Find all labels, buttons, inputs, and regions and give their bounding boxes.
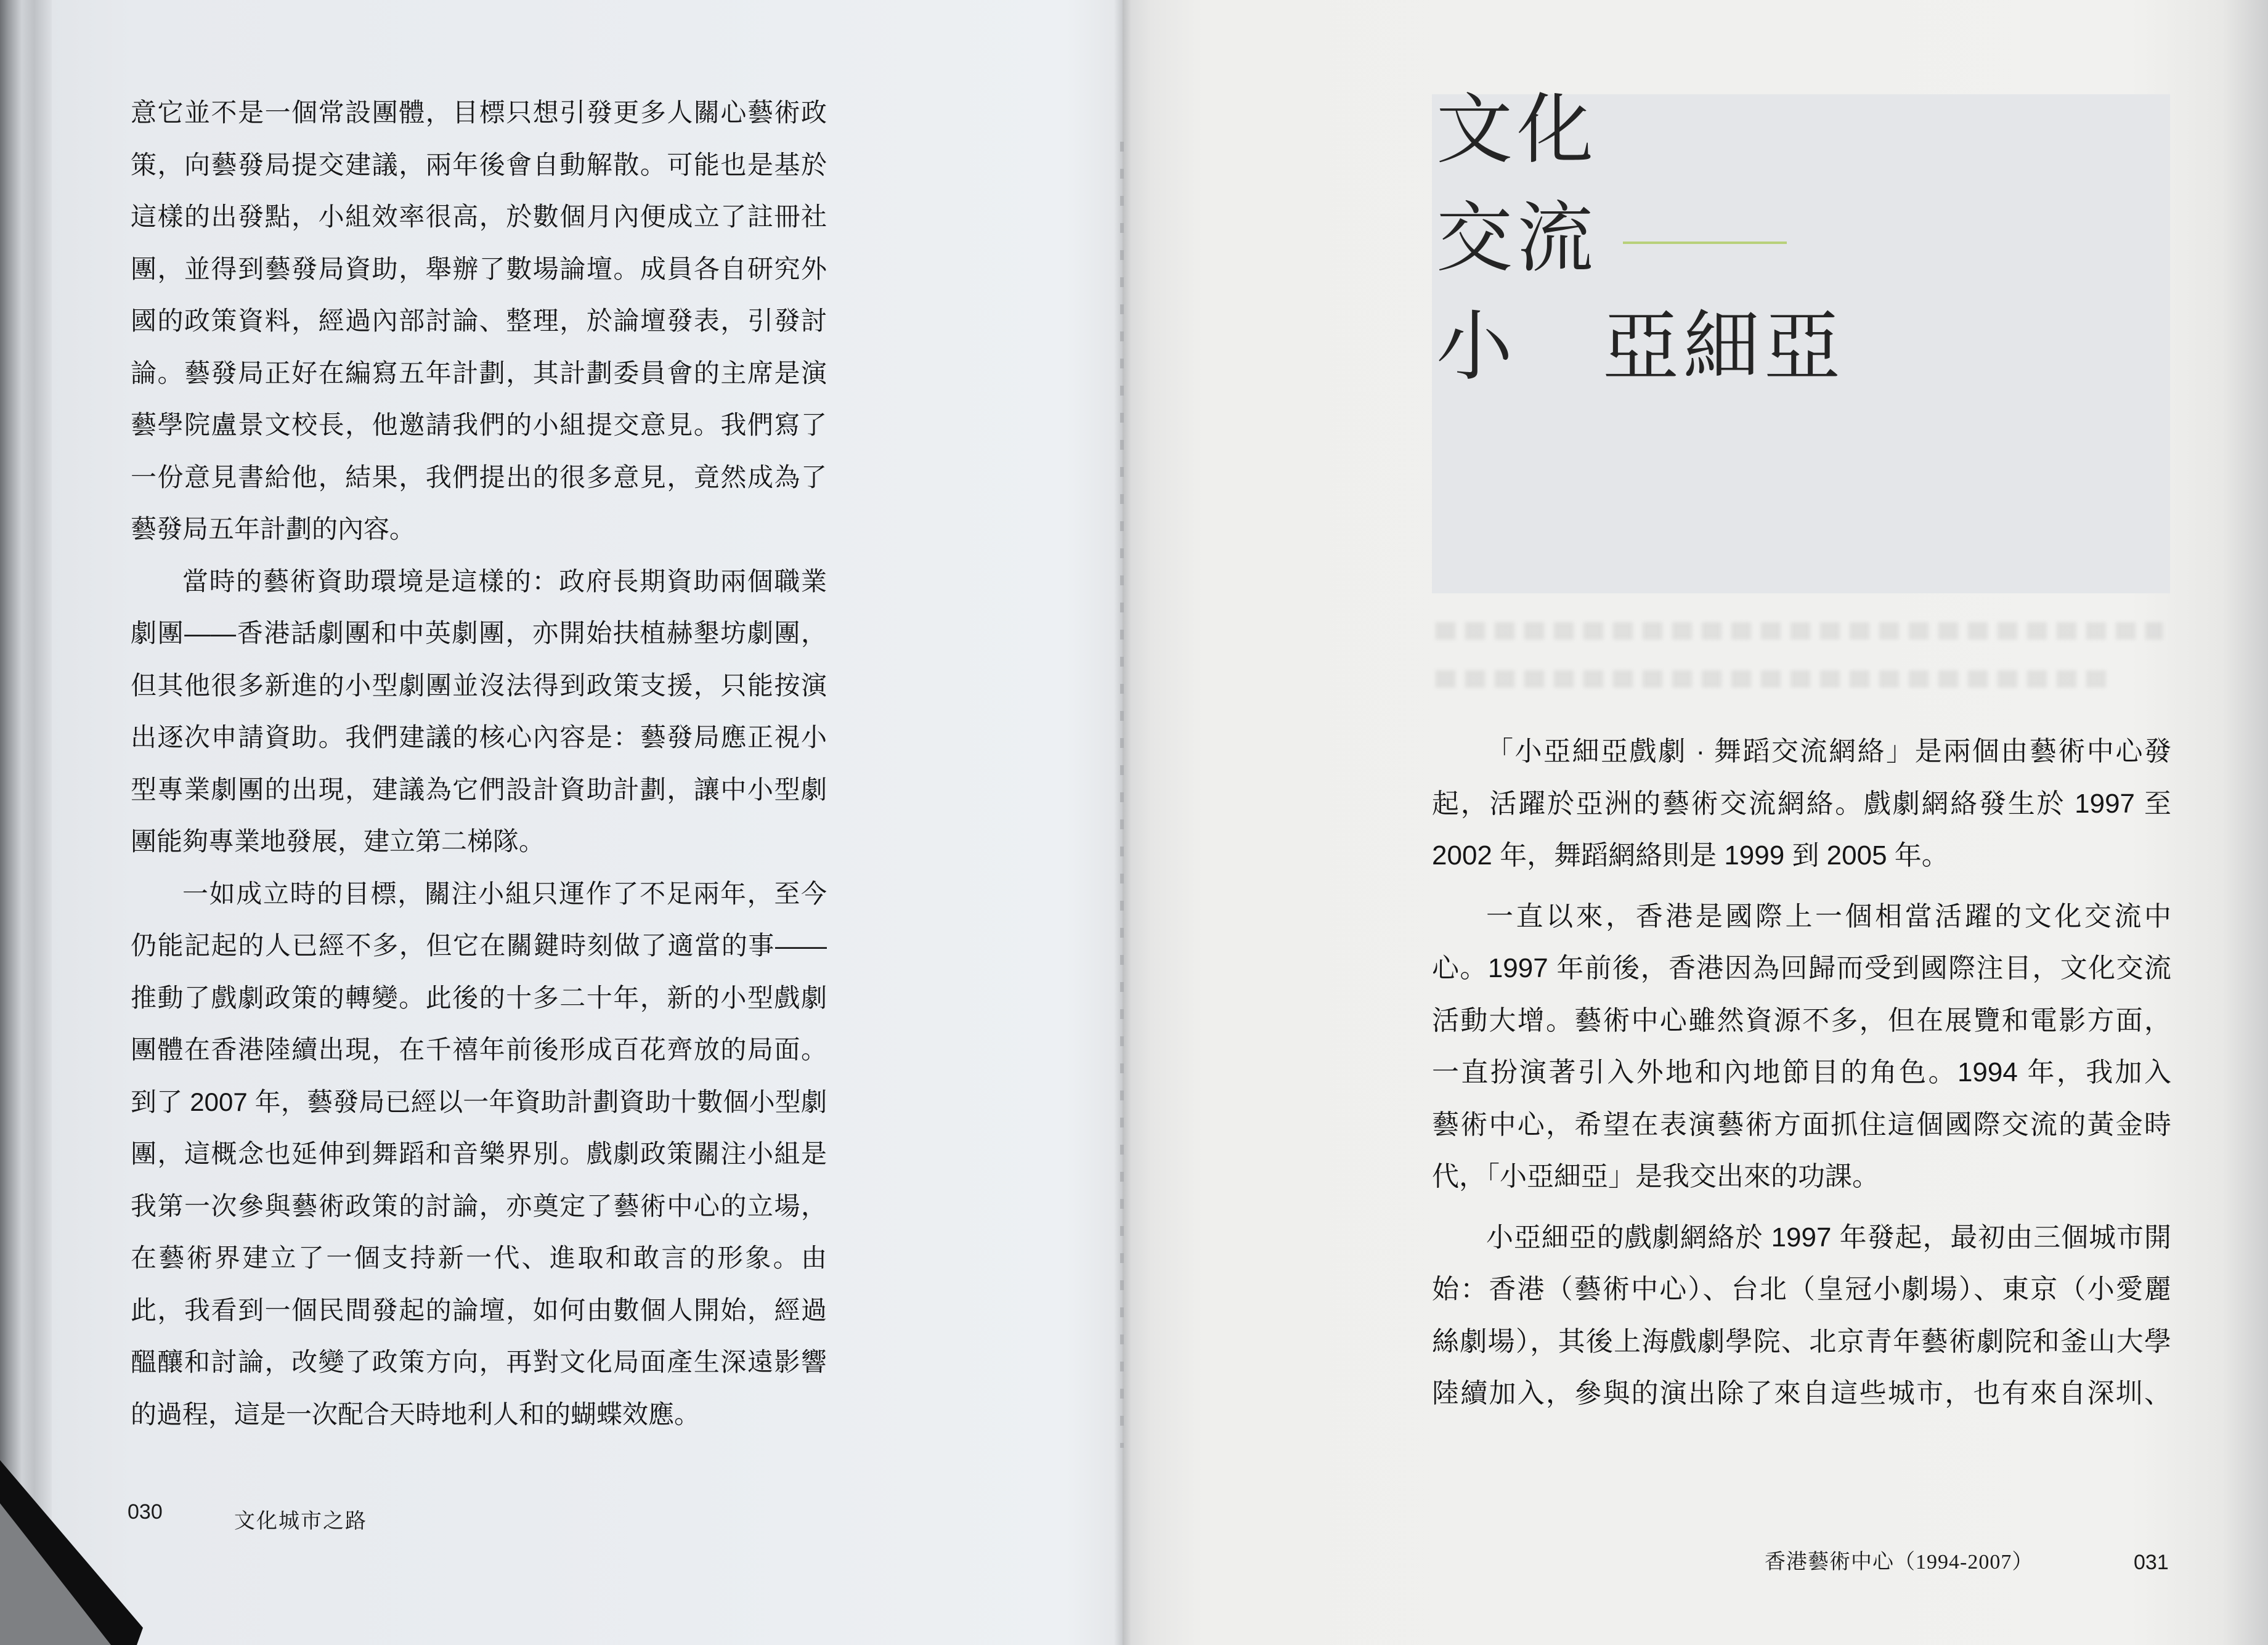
body-text-line: 策，向藝發局提交建議，兩年後會自動解散。可能也是基於 [131, 150, 827, 179]
page-number: 030 [128, 1500, 163, 1524]
spine-stitching [1120, 142, 1124, 1448]
body-text-line: 醞釀和討論，改變了政策方向，再對文化局面產生深遠影響 [131, 1347, 827, 1376]
body-text-line: 藝學院盧景文校長，他邀請我們的小組提交意見。我們寫了 [131, 410, 827, 439]
chapter-title-line: 交流 [1436, 196, 1598, 281]
body-paragraph [1432, 1212, 2171, 1420]
body-text-line: 在藝術界建立了一個支持新一代、進取和敢言的形象。由 [131, 1243, 827, 1272]
body-text-line: 到了 2007 年，藝發局已經以一年資助計劃資助十數個小型劇 [131, 1087, 827, 1116]
bleed-through-shadow [1436, 622, 2163, 640]
body-text-line: 團能夠專業地發展，建立第二梯隊。 [131, 827, 545, 856]
body-text-line: 此，我看到一個民間發起的論壇，如何由數個人開始，經過 [131, 1295, 827, 1325]
chapter-title-part: 亞細亞 [1603, 304, 1845, 389]
body-text-line: 活動大增。藝術中心雖然資源不多，但在展覽和電影方面， [1432, 1005, 2171, 1036]
body-text-line: 一份意見書給他，結果，我們提出的很多意見，竟然成為了 [131, 462, 827, 492]
left-page-body [131, 87, 827, 1440]
body-paragraph [131, 87, 827, 556]
body-text-line: 一直扮演著引入外地和內地節目的角色。1994 年，我加入 [1432, 1057, 2171, 1087]
body-text-line: 的過程，這是一次配合天時地利人和的蝴蝶效應。 [131, 1399, 701, 1429]
body-text-line: 2002 年，舞蹈網絡則是 1999 到 2005 年。 [1432, 840, 1949, 871]
body-text-line: 當時的藝術資助環境是這樣的：政府長期資助兩個職業 [182, 566, 827, 596]
body-paragraph [1432, 726, 2171, 882]
body-text-line: 「小亞細亞戲劇 · 舞蹈交流網絡」是兩個由藝術中心發 [1486, 736, 2171, 766]
body-text-line: 團，這概念也延伸到舞蹈和音樂界別。戲劇政策關注小組是 [131, 1139, 827, 1168]
body-text-line: 一直以來，香港是國際上一個相當活躍的文化交流中 [1486, 901, 2171, 932]
body-text-line: 心。1997 年前後，香港因為回歸而受到國際注目，文化交流 [1432, 953, 2171, 983]
right-page-body [1432, 726, 2171, 1420]
chapter-title-line [1436, 293, 1845, 401]
body-text-line: 出逐次申請資助。我們建議的核心內容是：藝發局應正視小 [131, 723, 827, 752]
body-text-line: 代，「小亞細亞」是我交出來的功課。 [1432, 1161, 1879, 1192]
body-text-line: 型專業劇團的出現，建議為它們設計資助計劃，讓中小型劇 [131, 774, 827, 804]
body-text-line: 藝發局五年計劃的內容。 [131, 514, 416, 543]
body-text-line: 絲劇場），其後上海戲劇學院、北京青年藝術劇院和釜山大學 [1432, 1326, 2171, 1357]
chapter-title [1436, 76, 1845, 401]
body-text-line: 一如成立時的目標，關注小組只運作了不足兩年，至今 [182, 879, 827, 908]
body-text-line: 論。藝發局正好在編寫五年計劃，其計劃委員會的主席是演 [131, 358, 827, 388]
body-text-line: 仍能記起的人已經不多，但它在關鍵時刻做了適當的事—— [131, 931, 827, 960]
body-paragraph [131, 556, 827, 868]
body-text-line: 國的政策資料，經過內部討論、整理，於論壇發表，引發討 [131, 306, 827, 335]
body-text-line: 但其他很多新進的小型劇團並沒法得到政策支援，只能按演 [131, 670, 827, 700]
body-text-line: 小亞細亞的戲劇網絡於 1997 年發起，最初由三個城市開 [1486, 1222, 2171, 1253]
body-text-line: 劇團——香港話劇團和中英劇團，亦開始扶植赫墾坊劇團， [131, 619, 827, 648]
body-text-line: 團，並得到藝發局資助，舉辦了數場論壇。成員各自研究外 [131, 254, 827, 283]
body-paragraph [1432, 891, 2171, 1203]
body-text-line: 藝術中心，希望在表演藝術方面抓住這個國際交流的黃金時 [1432, 1109, 2171, 1140]
body-paragraph [131, 868, 827, 1441]
running-head: 文化城市之路 [234, 1510, 367, 1533]
title-accent-rule [1623, 242, 1787, 244]
body-text-line: 推動了戲劇政策的轉變。此後的十多二十年，新的小型戲劇 [131, 983, 827, 1012]
chapter-title-part: 小 [1436, 304, 1518, 389]
body-text-line: 起，活躍於亞洲的藝術交流網絡。戲劇網絡發生於 1997 至 [1432, 788, 2171, 819]
body-text-line: 意它並不是一個常設團體，目標只想引發更多人關心藝術政 [131, 98, 827, 127]
bleed-through-shadow [1436, 670, 2113, 688]
body-text-line: 始：香港（藝術中心）、台北（皇冠小劇場）、東京（小愛麗 [1432, 1274, 2171, 1304]
running-head: 香港藝術中心（1994-2007） [1765, 1551, 2034, 1574]
body-text-line: 我第一次參與藝術政策的討論，亦奠定了藝術中心的立場， [131, 1191, 827, 1221]
book-cover-edge [0, 0, 52, 1645]
body-text-line: 這樣的出發點，小組效率很高，於數個月內便成立了註冊社 [131, 202, 827, 231]
body-text-line: 團體在香港陸續出現，在千禧年前後形成百花齊放的局面。 [131, 1035, 827, 1064]
chapter-title-line: 文化 [1436, 87, 1598, 173]
body-text-line: 陸續加入，參與的演出除了來自這些城市，也有來自深圳、 [1432, 1378, 2171, 1408]
page-number: 031 [2134, 1551, 2169, 1574]
